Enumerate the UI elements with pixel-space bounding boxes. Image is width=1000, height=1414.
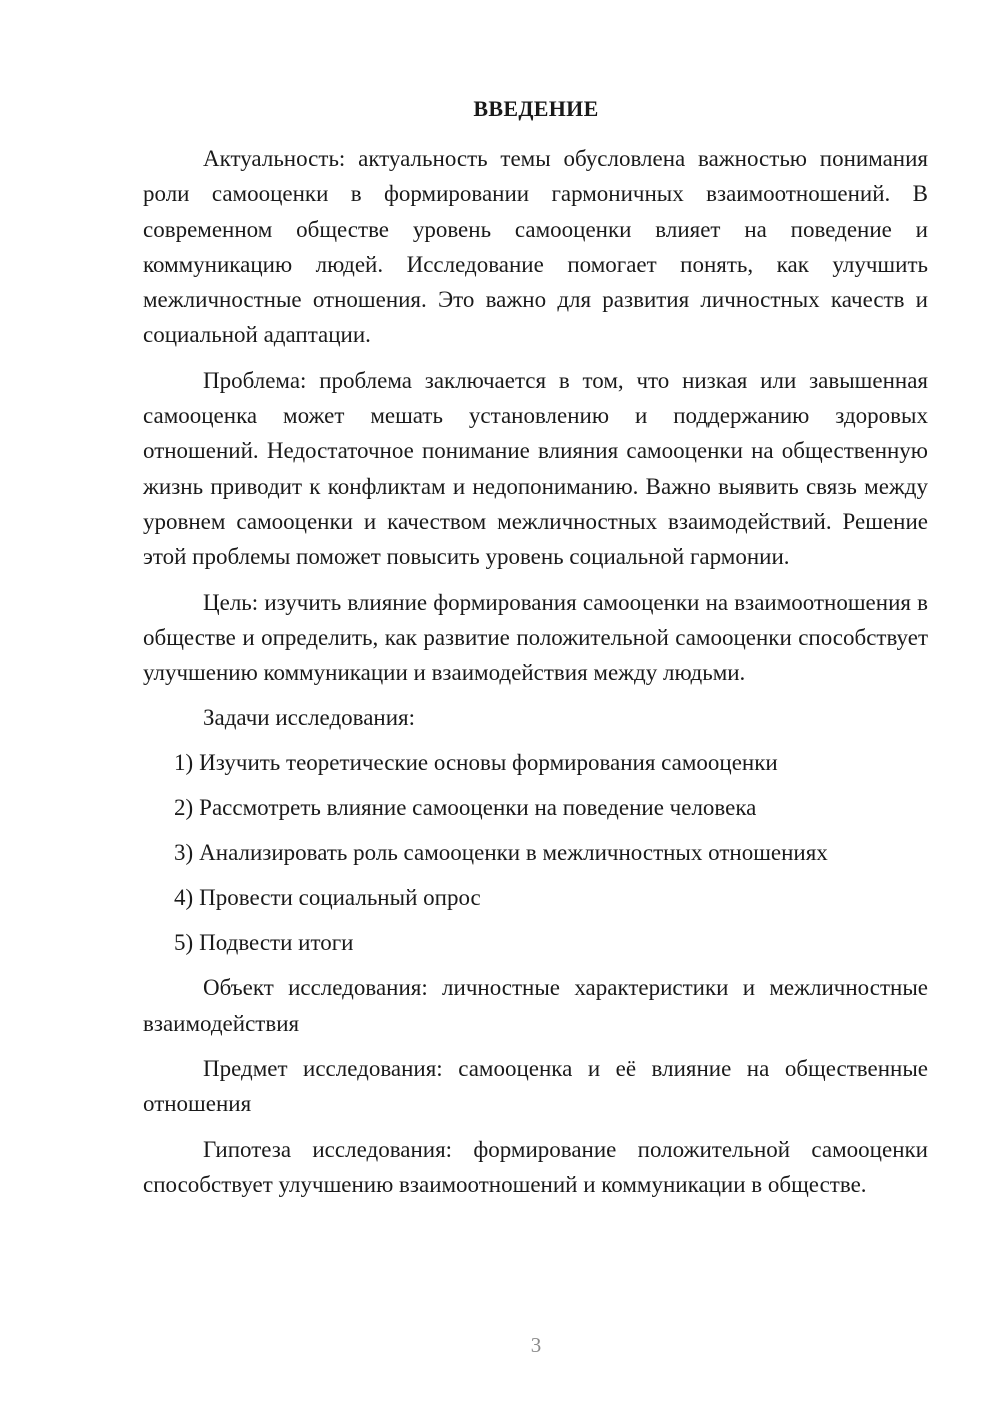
tasks-list [143,745,928,960]
task-text: Рассмотреть влияние самооценки на поведение человека [199,795,757,821]
task-item [143,880,928,915]
task-text: Подвести итоги [199,930,354,956]
problem-paragraph: Проблема: проблема заключается в том, что низкая или завышенная самооценка может мешать установлению и поддержанию здоровых отношений. Недостаточное понимание влияния самооценки на общественную жизнь приводит к конфликтам и недопониманию. Важно выявить связь между уровнем самооценки и качеством межличностных взаимодействий. Решение этой проблемы поможет повысить уровень социальной гармонии. [143,367,928,570]
object-paragraph: Объект исследования: личностные характеристики и межличностные взаимодействия [143,975,928,1036]
task-item [143,745,928,780]
task-item [143,925,928,960]
task-item [143,790,928,825]
hypothesis-paragraph: Гипотеза исследования: формирование положительной самооценки способствует улучшению взаимоотношений и коммуникации в обществе. [143,1136,928,1197]
tasks-heading: Задачи исследования: [203,705,416,731]
task-number: 4) [174,885,194,911]
task-number: 3) [174,840,194,866]
document-body [143,141,928,1202]
task-number: 1) [174,750,194,776]
relevance-paragraph: Актуальность: актуальность темы обусловлена важностью понимания роли самооценки в формировании гармоничных взаимоотношений. В современном обществе уровень самооценки влияет на поведение и коммуникацию людей. Исследование помогает понять, как улучшить межличностные отношения. Это важно для развития личностных качеств и социальной адаптации. [143,146,928,348]
task-text: Провести социальный опрос [199,885,481,911]
task-item [143,835,928,870]
task-text: Анализировать роль самооценки в межличностных отношениях [199,840,828,866]
task-text: Изучить теоретические основы формирования самооценки [199,750,778,776]
page-number: 3 [530,1333,542,1357]
subject-paragraph: Предмет исследования: самооценка и её влияние на общественные отношения [143,1056,928,1117]
task-number: 2) [174,795,194,821]
page-title: ВВЕДЕНИЕ [473,96,599,121]
goal-paragraph: Цель: изучить влияние формирования самооценки на взаимоотношения в обществе и определить, как развитие положительной самооценки способствует улучшению коммуникации и взаимодействия между людьми. [143,589,928,686]
task-number: 5) [174,930,194,956]
